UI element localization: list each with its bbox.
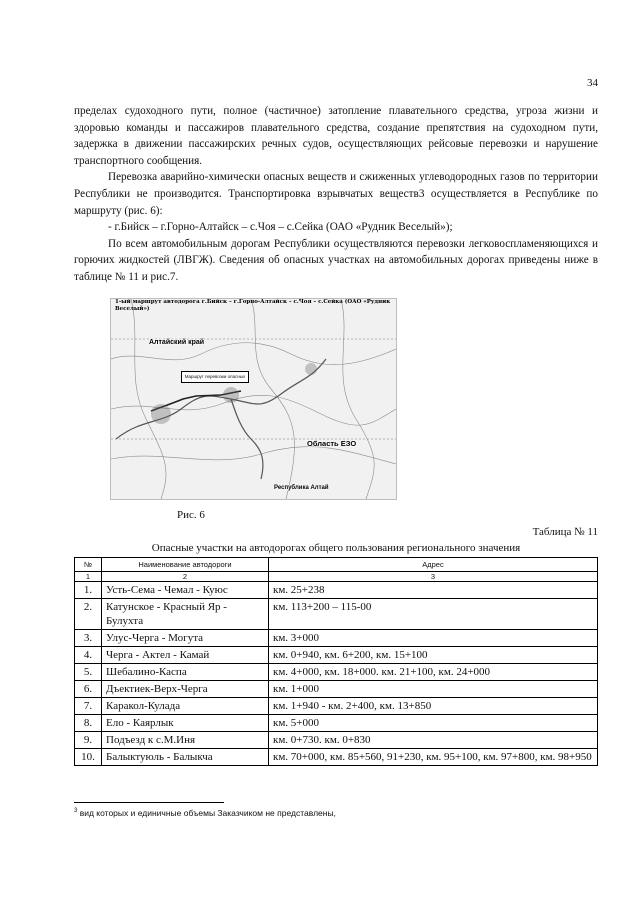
table-column-numbers	[75, 572, 598, 582]
col-number: 3	[269, 572, 598, 582]
row-address: км. 1+000	[269, 681, 598, 698]
row-road: Каракол-Кулада	[102, 698, 269, 715]
footnote-text: вид которых и единичные объемы Заказчиком не представлены,	[79, 808, 336, 818]
page-number: 34	[587, 77, 598, 89]
row-num: 1.	[75, 582, 102, 599]
row-road: Усть-Сема - Чемал - Куюс	[102, 582, 269, 599]
row-address: км. 0+730. км. 0+830	[269, 732, 598, 749]
row-address: км. 0+940, км. 6+200, км. 15+100	[269, 647, 598, 664]
table-row	[75, 681, 598, 698]
paragraph-route: - г.Бийск – г.Горно-Алтайск – с.Чоя – с.Сейка (ОАО «Рудник Веселый»);	[108, 221, 453, 234]
table-row	[75, 664, 598, 681]
figure-caption: Рис. 6	[177, 509, 205, 521]
paragraph-2: Перевозка аварийно-химически опасных веществ и сжиженных углеводородных газов по территории Республики не производится. Транспортировка взрывчатых веществ3 осуществляется в Республике по маршруту (рис. 6):	[74, 171, 598, 217]
row-num: 5.	[75, 664, 102, 681]
table-row	[75, 715, 598, 732]
row-address: км. 70+000, км. 85+560, 91+230, км. 95+100, км. 97+800, км. 98+950	[269, 749, 598, 766]
col-number: 2	[102, 572, 269, 582]
row-num: 3.	[75, 630, 102, 647]
row-num: 9.	[75, 732, 102, 749]
table-row	[75, 749, 598, 766]
map-label-republic: Республика Алтай	[274, 485, 329, 491]
row-road: Черга - Актел - Камай	[102, 647, 269, 664]
map-legend: Маршрут перевозки опасных	[181, 371, 249, 383]
row-num: 7.	[75, 698, 102, 715]
row-road: Улус-Черга - Могута	[102, 630, 269, 647]
row-num: 8.	[75, 715, 102, 732]
col-number: 1	[75, 572, 102, 582]
row-address: км. 25+238	[269, 582, 598, 599]
paragraph-1: пределах судоходного пути, полное (частичное) затопление плавательного средства, угроза жизни и здоровью команды и пассажиров плавательного средства, создание препятствия на судоходном пути, задержка в движении пассажирских речных судов, осуществляющих рейсовые перевозки и нарушение транспортного сообщения.	[74, 105, 598, 167]
row-num: 10.	[75, 749, 102, 766]
table-row	[75, 630, 598, 647]
header-num: №	[75, 558, 102, 572]
row-road: Шебалино-Каспа	[102, 664, 269, 681]
row-road: Ело - Каярлык	[102, 715, 269, 732]
row-road: Балыктуюль - Балыкча	[102, 749, 269, 766]
hazard-table	[74, 557, 598, 766]
body-text	[74, 103, 598, 286]
row-address: км. 3+000	[269, 630, 598, 647]
table-row	[75, 698, 598, 715]
footnote-marker: 3	[74, 808, 78, 815]
table-row	[75, 599, 598, 630]
table-header-row	[75, 558, 598, 572]
map-label-altai-krai: Алтайский край	[149, 339, 205, 346]
row-road: Катунское - Красный Яр - Булухта	[102, 599, 269, 630]
row-num: 2.	[75, 599, 102, 630]
header-address: Адрес	[269, 558, 598, 572]
table-row	[75, 732, 598, 749]
footnote-divider	[74, 802, 224, 803]
table-title: Опасные участки на автодорогах общего пользования регионального значения	[151, 542, 521, 554]
route-map	[110, 298, 397, 500]
table-row	[75, 582, 598, 599]
header-road: Наименование автодороги	[102, 558, 269, 572]
map-label-oblast: Область ЕЗО	[307, 439, 357, 448]
row-address: км. 4+000, км. 18+000. км. 21+100, км. 24+000	[269, 664, 598, 681]
row-road: Подъезд к с.М.Иня	[102, 732, 269, 749]
row-address: км. 5+000	[269, 715, 598, 732]
table-row	[75, 647, 598, 664]
map-drawing	[111, 299, 396, 499]
map-title: 1-ый маршрут автодорога г.Бийск – г.Горно-Алтайск – с.Чоя – с.Сейка (ОАО «Рудник Веселый»)	[115, 299, 391, 312]
row-num: 6.	[75, 681, 102, 698]
table-label: Таблица № 11	[532, 526, 598, 538]
row-address: км. 1+940 - км. 2+400, км. 13+850	[269, 698, 598, 715]
row-num: 4.	[75, 647, 102, 664]
row-road: Дъектиек-Верх-Черга	[102, 681, 269, 698]
row-address: км. 113+200 – 115-00	[269, 599, 598, 630]
paragraph-3: По всем автомобильным дорогам Республики осуществляются перевозки легковоспламеняющихся и горючих жидкостей (ЛВГЖ). Сведения об опасных участках на автомобильных дорогах приведены ниже в таблице № 11 и рис.7.	[74, 237, 598, 283]
footnote	[74, 808, 336, 818]
